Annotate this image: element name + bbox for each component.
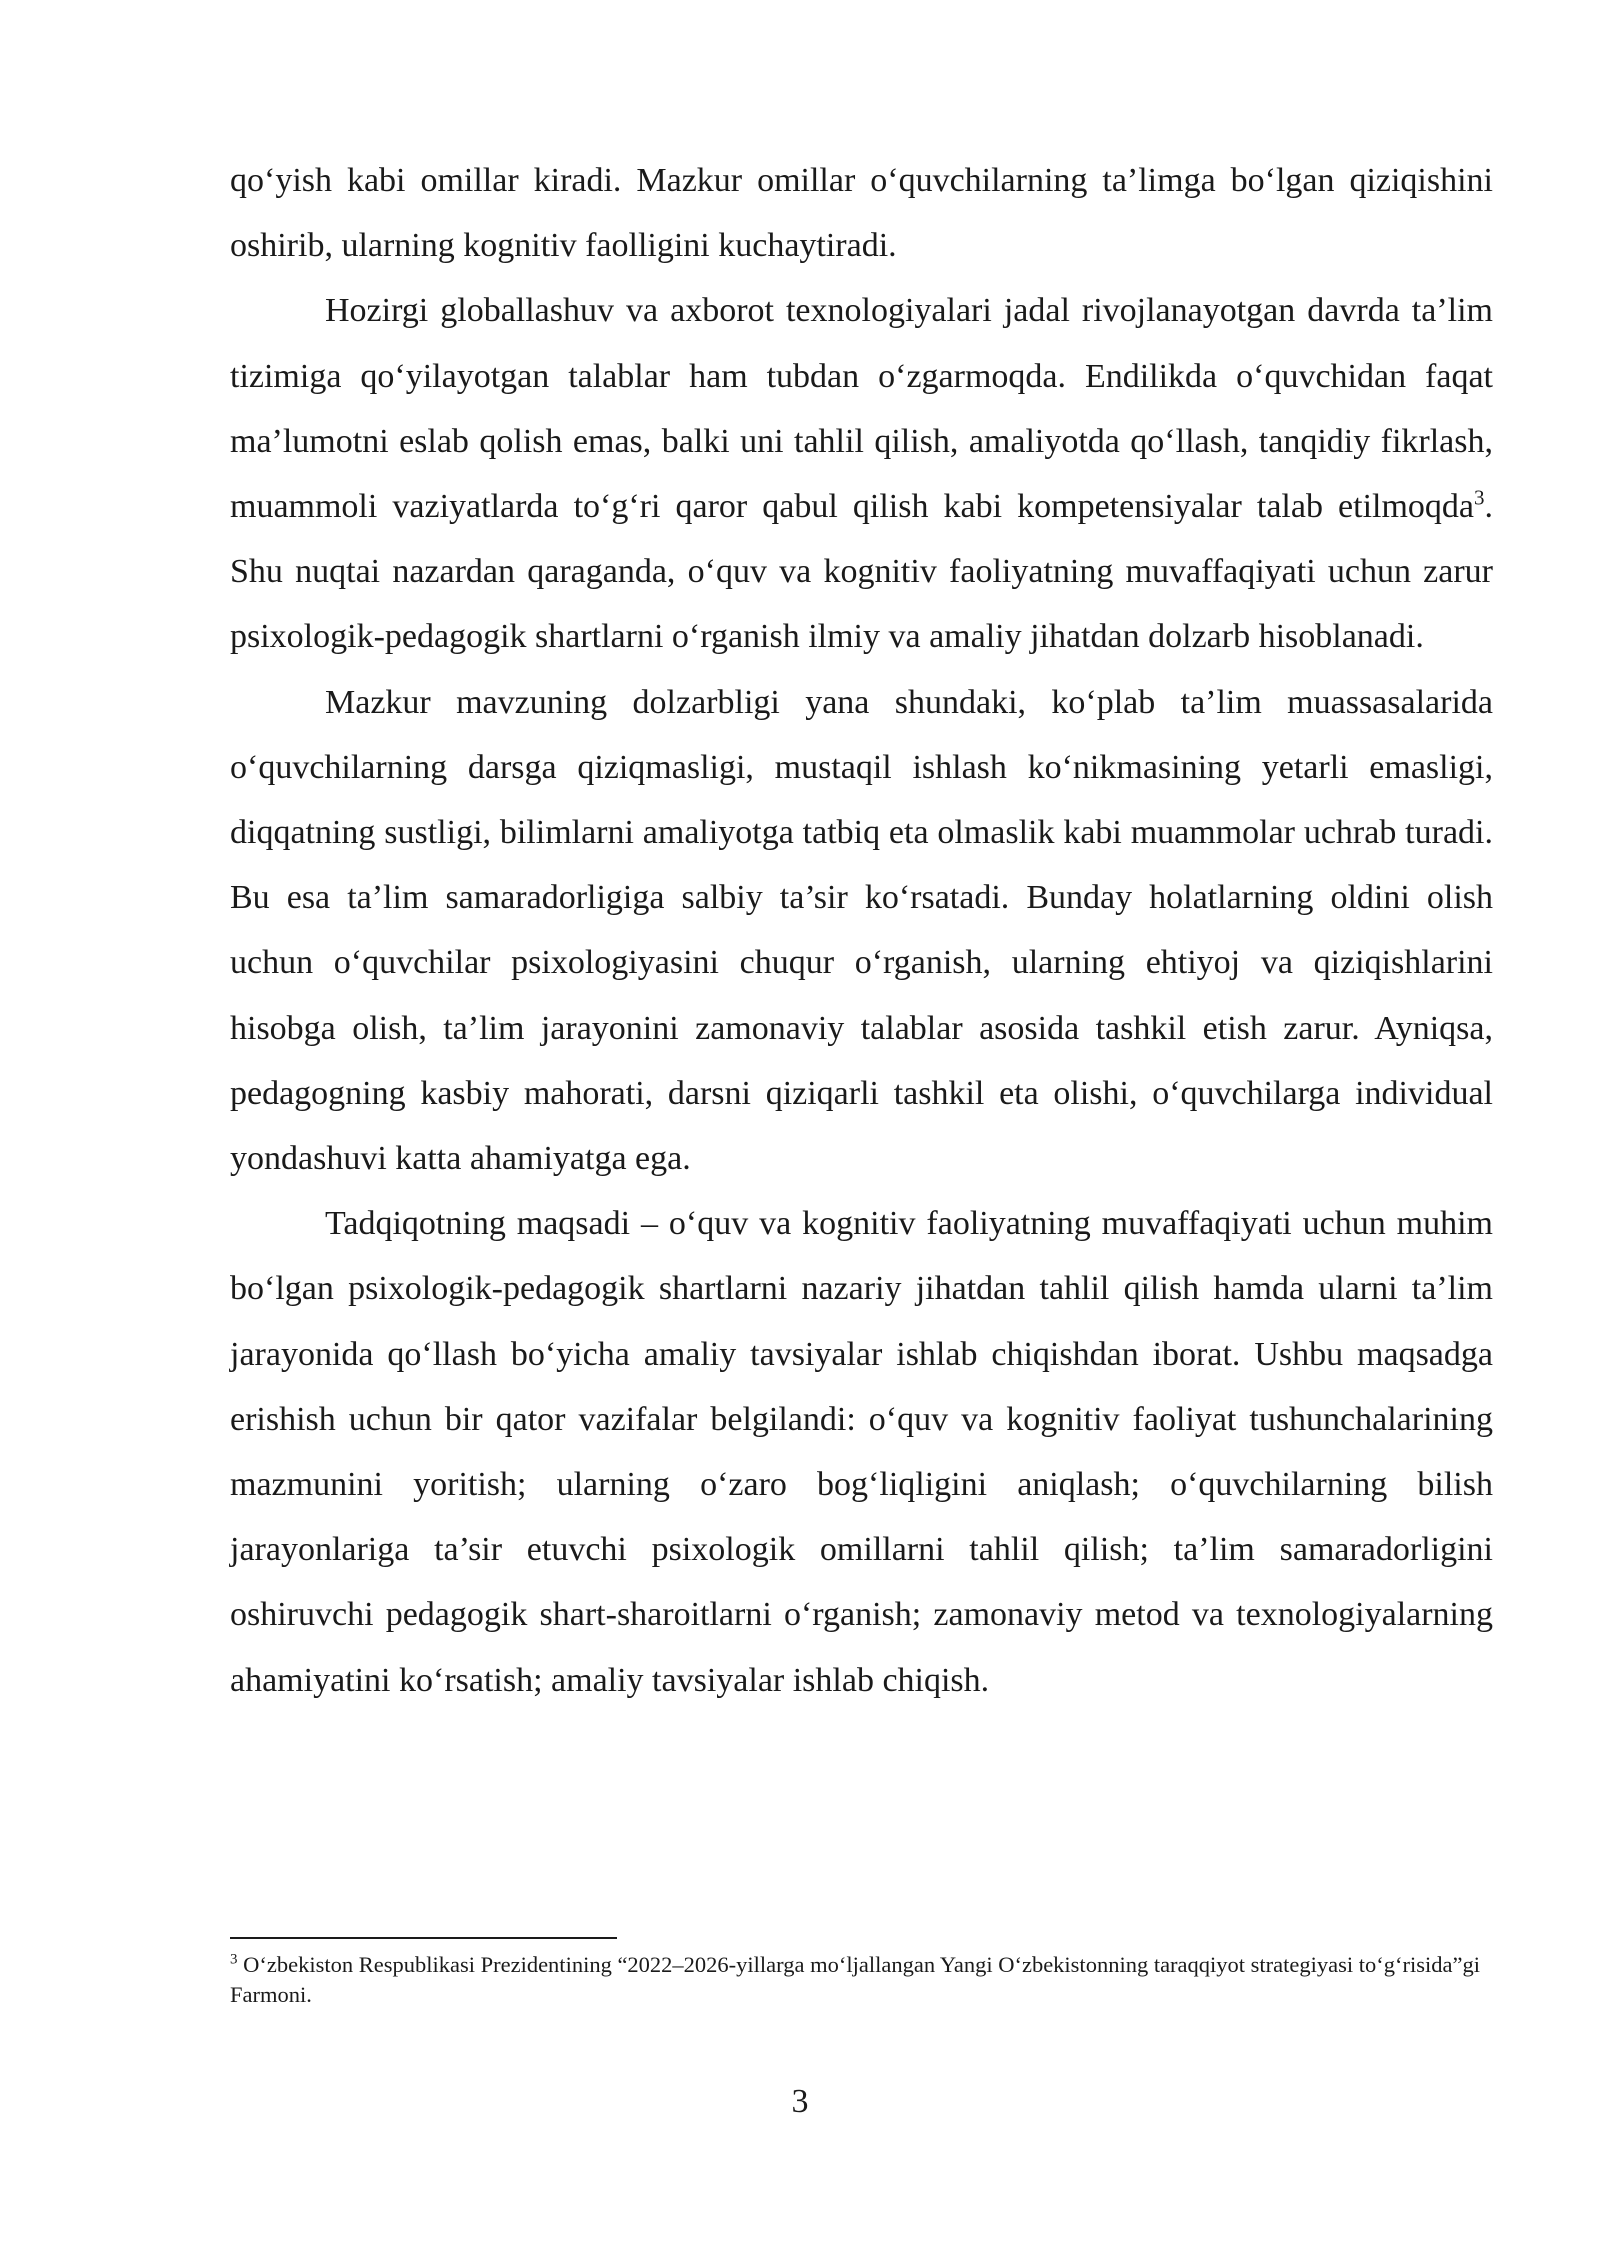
paragraph-globalization xyxy=(230,278,1493,669)
page-number: 3 xyxy=(791,2083,809,2120)
footnote-separator xyxy=(230,1937,617,1939)
footnote-text: O‘zbekiston Respublikasi Prezidentining “2022–2026-yillarga mo‘ljallangan Yangi O‘zbekistonning taraqqiyot strategiyasi to‘g‘risida”gi Farmoni. xyxy=(230,1952,1480,2007)
paragraph-text: Mazkur mavzuning dolzarbligi yana shundaki, ko‘plab ta’lim muassasalarida o‘quvchilarning darsga qiziqmasligi, mustaqil ishlash ko‘nikmasining yetarli emasligi, diqqatning sustligi, bilimlarni amaliyotga tatbiq eta olmaslik kabi muammolar uchrab turadi. Bu esa ta’lim samaradorligiga salbiy ta’sir ko‘rsatadi. Bunday holatlarning oldini olish uchun o‘quvchilar psixologiyasini chuqur o‘rganish, ularning ehtiyoj va qiziqishlarini hisobga olish, ta’lim jarayonini zamonaviy talablar asosida tashkil etish zarur. Ayniqsa, pedagogning kasbiy mahorati, darsni qiziqarli tashkil eta olishi, o‘quvchilarga individual yondashuvi katta ahamiyatga ega. xyxy=(230,683,1493,1178)
body-text xyxy=(230,148,1493,1713)
paragraph-continuation xyxy=(230,148,1493,278)
paragraph-research-goal xyxy=(230,1191,1493,1713)
paragraph-text: Tadqiqotning maqsadi – o‘quv va kognitiv faoliyatning muvaffaqiyati uchun muhim bo‘lgan psixologik-pedagogik shartlarni nazariy jihatdan tahlil qilish hamda ularni ta’lim jarayonida qo‘llash bo‘yicha amaliy tavsiyalar ishlab chiqishdan iborat. Ushbu maqsadga erishish uchun bir qator vazifalar belgilandi: o‘quv va kognitiv faoliyat tushunchalarining mazmunini yoritish; ularning o‘zaro bog‘liqligini aniqlash; o‘quvchilarning bilish jarayonlariga ta’sir etuvchi psixologik omillarni tahlil qilish; ta’lim samaradorligini oshiruvchi pedagogik shart-sharoitlarni o‘rganish; zamonaviy metod va texnologiyalarning ahamiyatini ko‘rsatish; amaliy tavsiyalar ishlab chiqish. xyxy=(230,1205,1493,1699)
paragraph-relevance xyxy=(230,670,1493,1192)
footnote-number: 3 xyxy=(230,1951,238,1968)
paragraph-text: Hozirgi globallashuv va axborot texnologiyalari jadal rivojlanayotgan davrda ta’lim tizimiga qo‘yilayotgan talablar ham tubdan o‘zgarmoqda. Endilikda o‘quvchidan faqat ma’lumotni eslab qolish emas, balki uni tahlil qilish, amaliyotda qo‘llash, tanqidiy fikrlash, muammoli vaziyatlarda to‘g‘ri qaror qabul qilish kabi kompetensiyalar talab etilmoqda xyxy=(230,292,1493,526)
footnote xyxy=(230,1950,1493,2010)
footnote-reference[interactable]: 3 xyxy=(1474,485,1485,510)
paragraph-text: . Shu nuqtai nazardan qaraganda, o‘quv va kognitiv faoliyatning muvaffaqiyati uchun zarur psixologik-pedagogik shartlarni o‘rganish ilmiy va amaliy jihatdan dolzarb hisoblanadi. xyxy=(230,488,1493,656)
paragraph-text: qo‘yish kabi omillar kiradi. Mazkur omillar o‘quvchilarning ta’limga bo‘lgan qiziqishini oshirib, ularning kognitiv faolligini kuchaytiradi. xyxy=(230,162,1493,265)
